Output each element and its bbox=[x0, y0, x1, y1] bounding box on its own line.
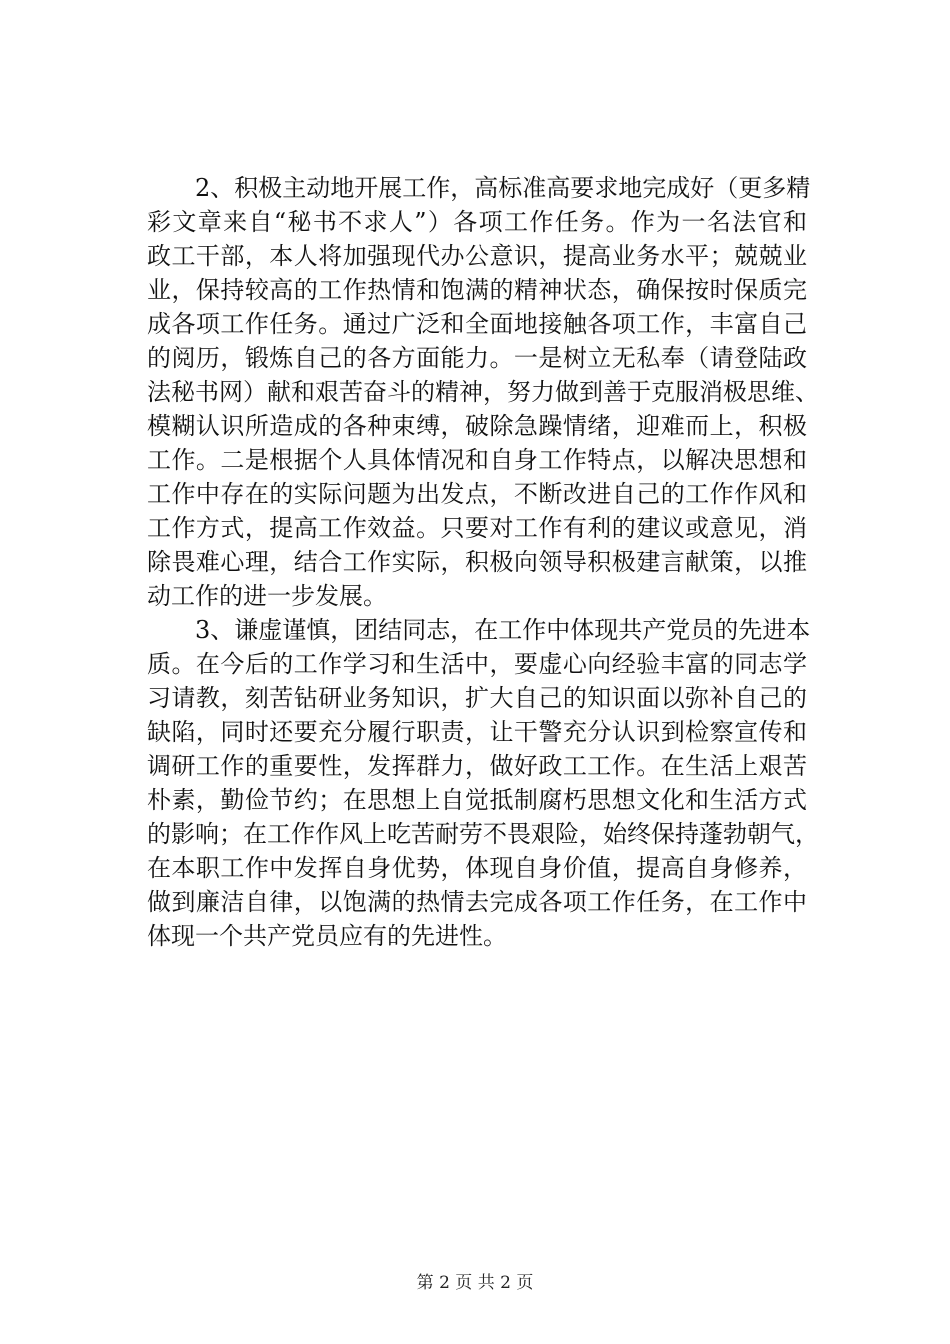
paragraph-3 bbox=[147, 613, 819, 953]
text-line: 动工作的进一步发展。 bbox=[147, 582, 387, 610]
text-line: 在本职工作中发挥自身优势，体现自身价值，提高自身修养， bbox=[147, 854, 807, 882]
text-line: 业，保持较高的工作热情和饱满的精神状态，确保按时保质完 bbox=[147, 276, 807, 304]
text-line: 政工干部，本人将加强现代办公意识，提高业务水平；兢兢业 bbox=[147, 242, 807, 270]
text-line: 调研工作的重要性，发挥群力，做好政工工作。在生活上艰苦 bbox=[147, 752, 807, 780]
document-body bbox=[147, 171, 819, 953]
text-line: 彩文章来自“秘书不求人”）各项工作任务。作为一名法官和 bbox=[147, 208, 807, 236]
text-line: 做到廉洁自律，以饱满的热情去完成各项工作任务，在工作中 bbox=[147, 888, 807, 916]
text-line: 工作。二是根据个人具体情况和自身工作特点，以解决思想和 bbox=[147, 446, 807, 474]
text-line: 习请教，刻苦钻研业务知识，扩大自己的知识面以弥补自己的 bbox=[147, 684, 807, 712]
text-line: 体现一个共产党员应有的先进性。 bbox=[147, 922, 507, 950]
text-line: 的影响；在工作作风上吃苦耐劳不畏艰险，始终保持蓬勃朝气， bbox=[147, 820, 819, 848]
text-line: 模糊认识所造成的各种束缚，破除急躁情绪，迎难而上，积极 bbox=[147, 412, 807, 440]
text-line: 法秘书网）献和艰苦奋斗的精神，努力做到善于克服消极思维、 bbox=[147, 378, 819, 406]
paragraph-2 bbox=[147, 171, 819, 613]
text-line: 成各项工作任务。通过广泛和全面地接触各项工作，丰富自己 bbox=[147, 310, 807, 338]
text-line: 缺陷，同时还要充分履行职责，让干警充分认识到检察宣传和 bbox=[147, 718, 807, 746]
text-line: 朴素，勤俭节约；在思想上自觉抵制腐朽思想文化和生活方式 bbox=[147, 786, 807, 814]
text-line: 除畏难心理，结合工作实际，积极向领导积极建言献策，以推 bbox=[147, 548, 807, 576]
text-line: 工作中存在的实际问题为出发点，不断改进自己的工作作风和 bbox=[147, 480, 807, 508]
text-line: 2、积极主动地开展工作，高标准高要求地完成好（更多精 bbox=[147, 174, 811, 202]
page-number-label: 第 2 页 共 2 页 bbox=[416, 1273, 534, 1293]
text-line: 3、谦虚谨慎，团结同志，在工作中体现共产党员的先进本 bbox=[147, 616, 811, 644]
text-line: 工作方式，提高工作效益。只要对工作有利的建议或意见，消 bbox=[147, 514, 807, 542]
text-line: 的阅历，锻炼自己的各方面能力。一是树立无私奉（请登陆政 bbox=[147, 344, 807, 372]
text-line: 质。在今后的工作学习和生活中，要虚心向经验丰富的同志学 bbox=[147, 650, 807, 678]
page-footer bbox=[0, 1272, 950, 1294]
